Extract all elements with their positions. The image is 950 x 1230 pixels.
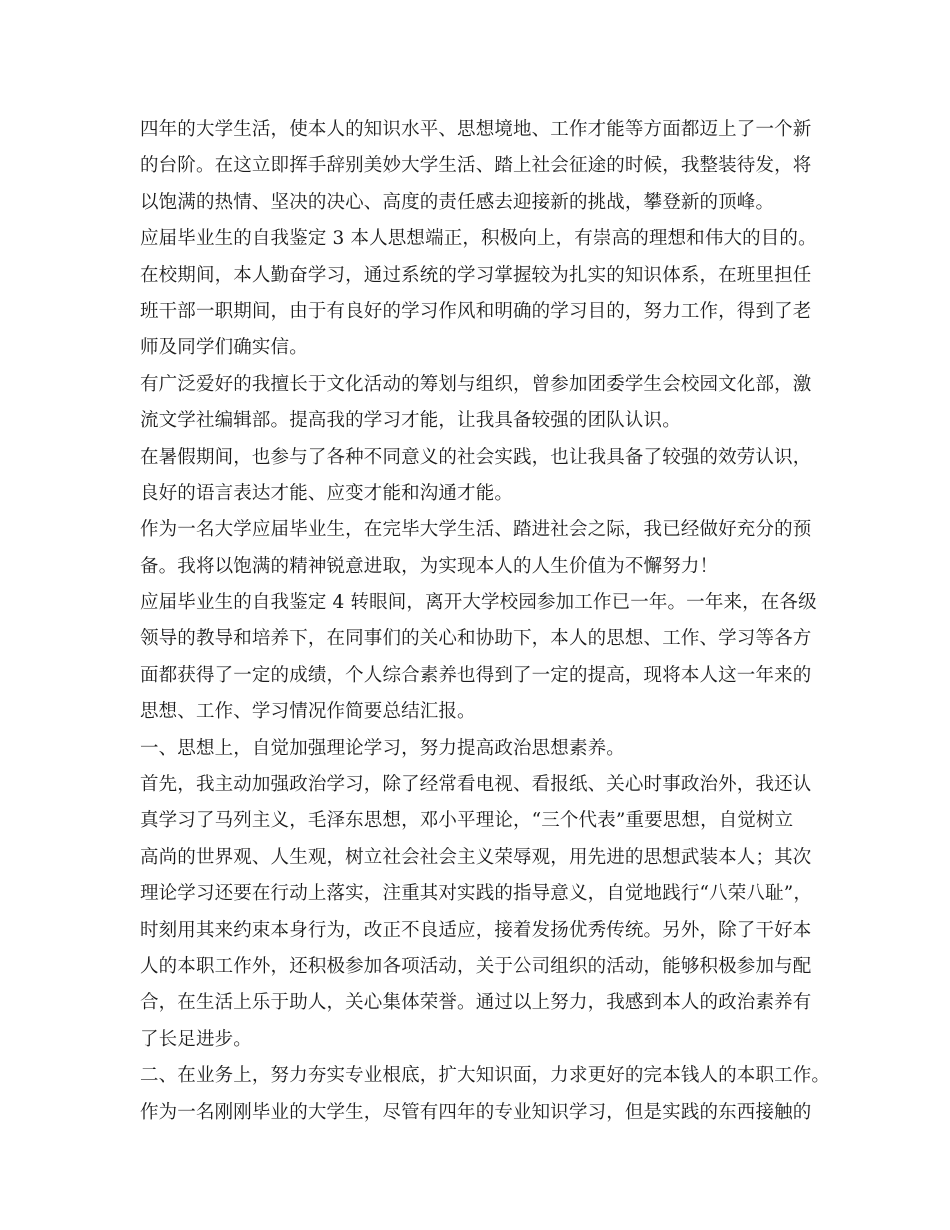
text-line: 二、在业务上，努力夯实专业根底，扩大知识面，力求更好的完本钱人的本职工作。 [140, 1065, 831, 1087]
text-line: 在暑假期间，也参与了各种不同意义的社会实践，也让我具备了较强的效劳认识， [140, 446, 812, 468]
text-line: 四年的大学生活，使本人的知识水平、思想境地、工作才能等方面都迈上了一个新 [140, 119, 812, 140]
text-line: 了长足进步。 [140, 1028, 252, 1050]
text-line: 首先，我主动加强政治学习，除了经常看电视、看报纸、关心时事政治外，我还认 [140, 774, 812, 796]
text-line: 作为一名大学应届毕业生，在完毕大学生活、踏进社会之际，我已经做好充分的预 [140, 519, 812, 541]
text-line: 应届毕业生的自我鉴定 3 本人思想端正，积极向上，有崇高的理想和伟大的目的。 [140, 228, 817, 250]
text-line: 在校期间，本人勤奋学习，通过系统的学习掌握较为扎实的知识体系，在班里担任 [140, 264, 812, 286]
text-line: 的台阶。在这立即挥手辞别美妙大学生活、踏上社会征途的时候，我整装待发，将 [140, 155, 812, 177]
text-line: 作为一名刚刚毕业的大学生，尽管有四年的专业知识学习，但是实践的东西接触的 [140, 1101, 812, 1123]
text-line: 流文学社编辑部。提高我的学习才能，让我具备较强的团队认识。 [140, 410, 681, 432]
text-line: 领导的教导和培养下，在同事们的关心和协助下，本人的思想、工作、学习等各方 [140, 628, 812, 650]
text-line: 合，在生活上乐于助人，关心集体荣誉。通过以上努力，我感到本人的政治素养有 [140, 992, 812, 1014]
text-line: 备。我将以饱满的精神锐意进取，为实现本人的人生价值为不懈努力！ [140, 555, 719, 577]
text-line: 师及同学们确实信。 [140, 337, 308, 359]
text-line: 有广泛爱好的我擅长于文化活动的筹划与组织，曾参加团委学生会校园文化部，激 [140, 373, 812, 395]
text-line: 人的本职工作外，还积极参加各项活动，关于公司组织的活动，能够积极参加与配 [140, 955, 812, 977]
text-line: 理论学习还要在行动上落实，注重其对实践的指导意义，自觉地践行“八荣八耻”， [140, 883, 812, 905]
document-body [140, 112, 830, 1131]
text-line: 真学习了马列主义，毛泽东思想，邓小平理论，“三个代表”重要思想，自觉树立 [140, 810, 794, 832]
text-line: 高尚的世界观、人生观，树立社会社会主义荣辱观，用先进的思想武装本人；其次 [140, 846, 812, 868]
text-line: 一、思想上，自觉加强理论学习，努力提高政治思想素养。 [140, 737, 625, 759]
text-line: 时刻用其来约束本身行为，改正不良适应，接着发扬优秀传统。另外，除了干好本 [140, 919, 812, 941]
text-line: 思想、工作、学习情况作简要总结汇报。 [140, 701, 476, 723]
text-line: 良好的语言表达才能、应变才能和沟通才能。 [140, 482, 514, 504]
text-line: 应届毕业生的自我鉴定 4 转眼间，离开大学校园参加工作已一年。一年来，在各级 [140, 592, 817, 614]
text-line: 班干部一职期间，由于有良好的学习作风和明确的学习目的，努力工作，得到了老 [140, 300, 812, 322]
text-line: 面都获得了一定的成绩，个人综合素养也得到了一定的提高，现将本人这一年来的 [140, 664, 812, 686]
text-line: 以饱满的热情、坚决的决心、高度的责任感去迎接新的挑战，攀登新的顶峰。 [140, 191, 775, 213]
